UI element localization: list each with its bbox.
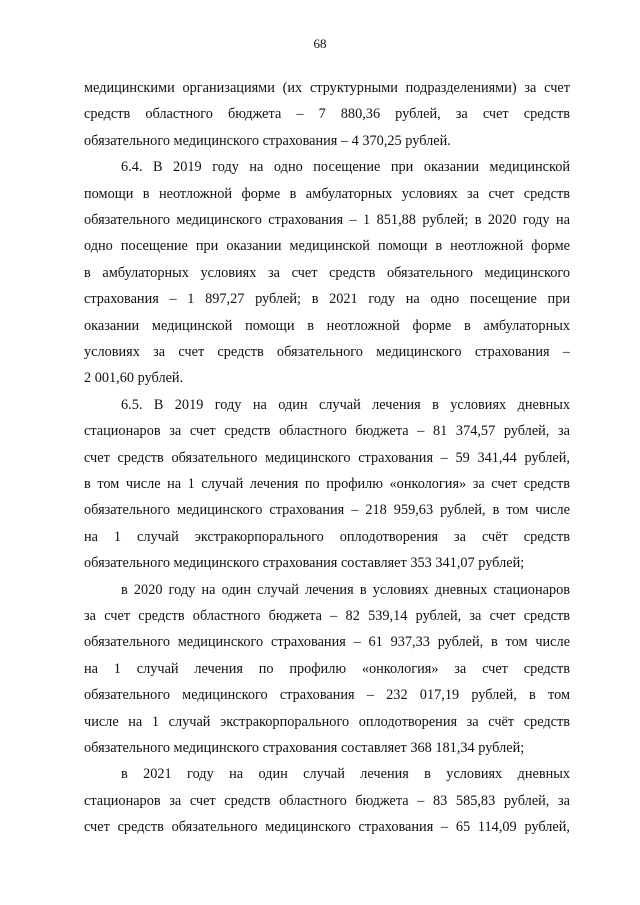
page-number: 68 xyxy=(313,36,327,51)
text-line: обязательного медицинского страхования – 4 370,25 рублей. xyxy=(84,132,451,149)
text-line: на 1 случай экстракорпорального оплодотворения за счёт средств xyxy=(84,528,570,545)
text-line: счет средств обязательного медицинского страхования – 65 114,09 рублей, xyxy=(84,819,570,836)
text-line: 2 001,60 рублей. xyxy=(84,370,184,387)
text-line: одно посещение при оказании медицинской помощи в неотложной форме xyxy=(84,238,570,255)
text-line: на 1 случай лечения по профилю «онкология» за счет средств xyxy=(84,660,570,677)
text-line: в том числе на 1 случай лечения по профилю «онкология» за счет средств xyxy=(84,476,570,492)
text-line: оказании медицинской помощи в неотложной форме в амбулаторных xyxy=(84,317,570,334)
text-line: обязательного медицинского страхования составляет 353 341,07 рублей; xyxy=(84,555,525,572)
text-line: обязательного медицинского страхования – 61 937,33 рублей, в том числе xyxy=(84,634,570,651)
text-line: в 2021 году на один случай лечения в условиях дневных xyxy=(121,766,570,783)
text-line: страхования – 1 897,27 рублей; в 2021 году на одно посещение при xyxy=(84,291,570,308)
text-line: за счет средств областного бюджета – 82 539,14 рублей, за счет средств xyxy=(84,608,570,624)
text-line: стационаров за счет средств областного бюджета – 81 374,57 рублей, за xyxy=(84,423,570,440)
text-line: обязательного медицинского страхования составляет 368 181,34 рублей; xyxy=(84,740,525,756)
text-line: помощи в неотложной форме в амбулаторных условиях за счет средств xyxy=(84,185,570,202)
text-line: обязательного медицинского страхования – 218 959,63 рублей, в том числе xyxy=(84,502,570,519)
text-line: в амбулаторных условиях за счет средств обязательного медицинского xyxy=(84,264,570,281)
text-line: числе на 1 случай экстракорпорального оплодотворения за счёт средств xyxy=(84,713,570,730)
text-line: условиях за счет средств обязательного медицинского страхования – xyxy=(84,344,570,360)
text-line: обязательного медицинского страхования – 1 851,88 рублей; в 2020 году на xyxy=(84,212,570,228)
text-line: обязательного медицинского страхования – 232 017,19 рублей, в том xyxy=(84,687,570,704)
text-line: средств областного бюджета – 7 880,36 рублей, за счет средств xyxy=(84,106,570,123)
text-line: 6.5. В 2019 году на один случай лечения в условиях дневных xyxy=(121,396,570,413)
text-line: стационаров за счет средств областного бюджета – 83 585,83 рублей, за xyxy=(84,792,570,809)
text-line: 6.4. В 2019 году на одно посещение при оказании медицинской xyxy=(121,159,570,176)
text-line: медицинскими организациями (их структурными подразделениями) за счет xyxy=(84,80,570,96)
text-line: счет средств обязательного медицинского страхования – 59 341,44 рублей, xyxy=(84,449,570,466)
text-line: в 2020 году на один случай лечения в условиях дневных стационаров xyxy=(121,581,570,598)
